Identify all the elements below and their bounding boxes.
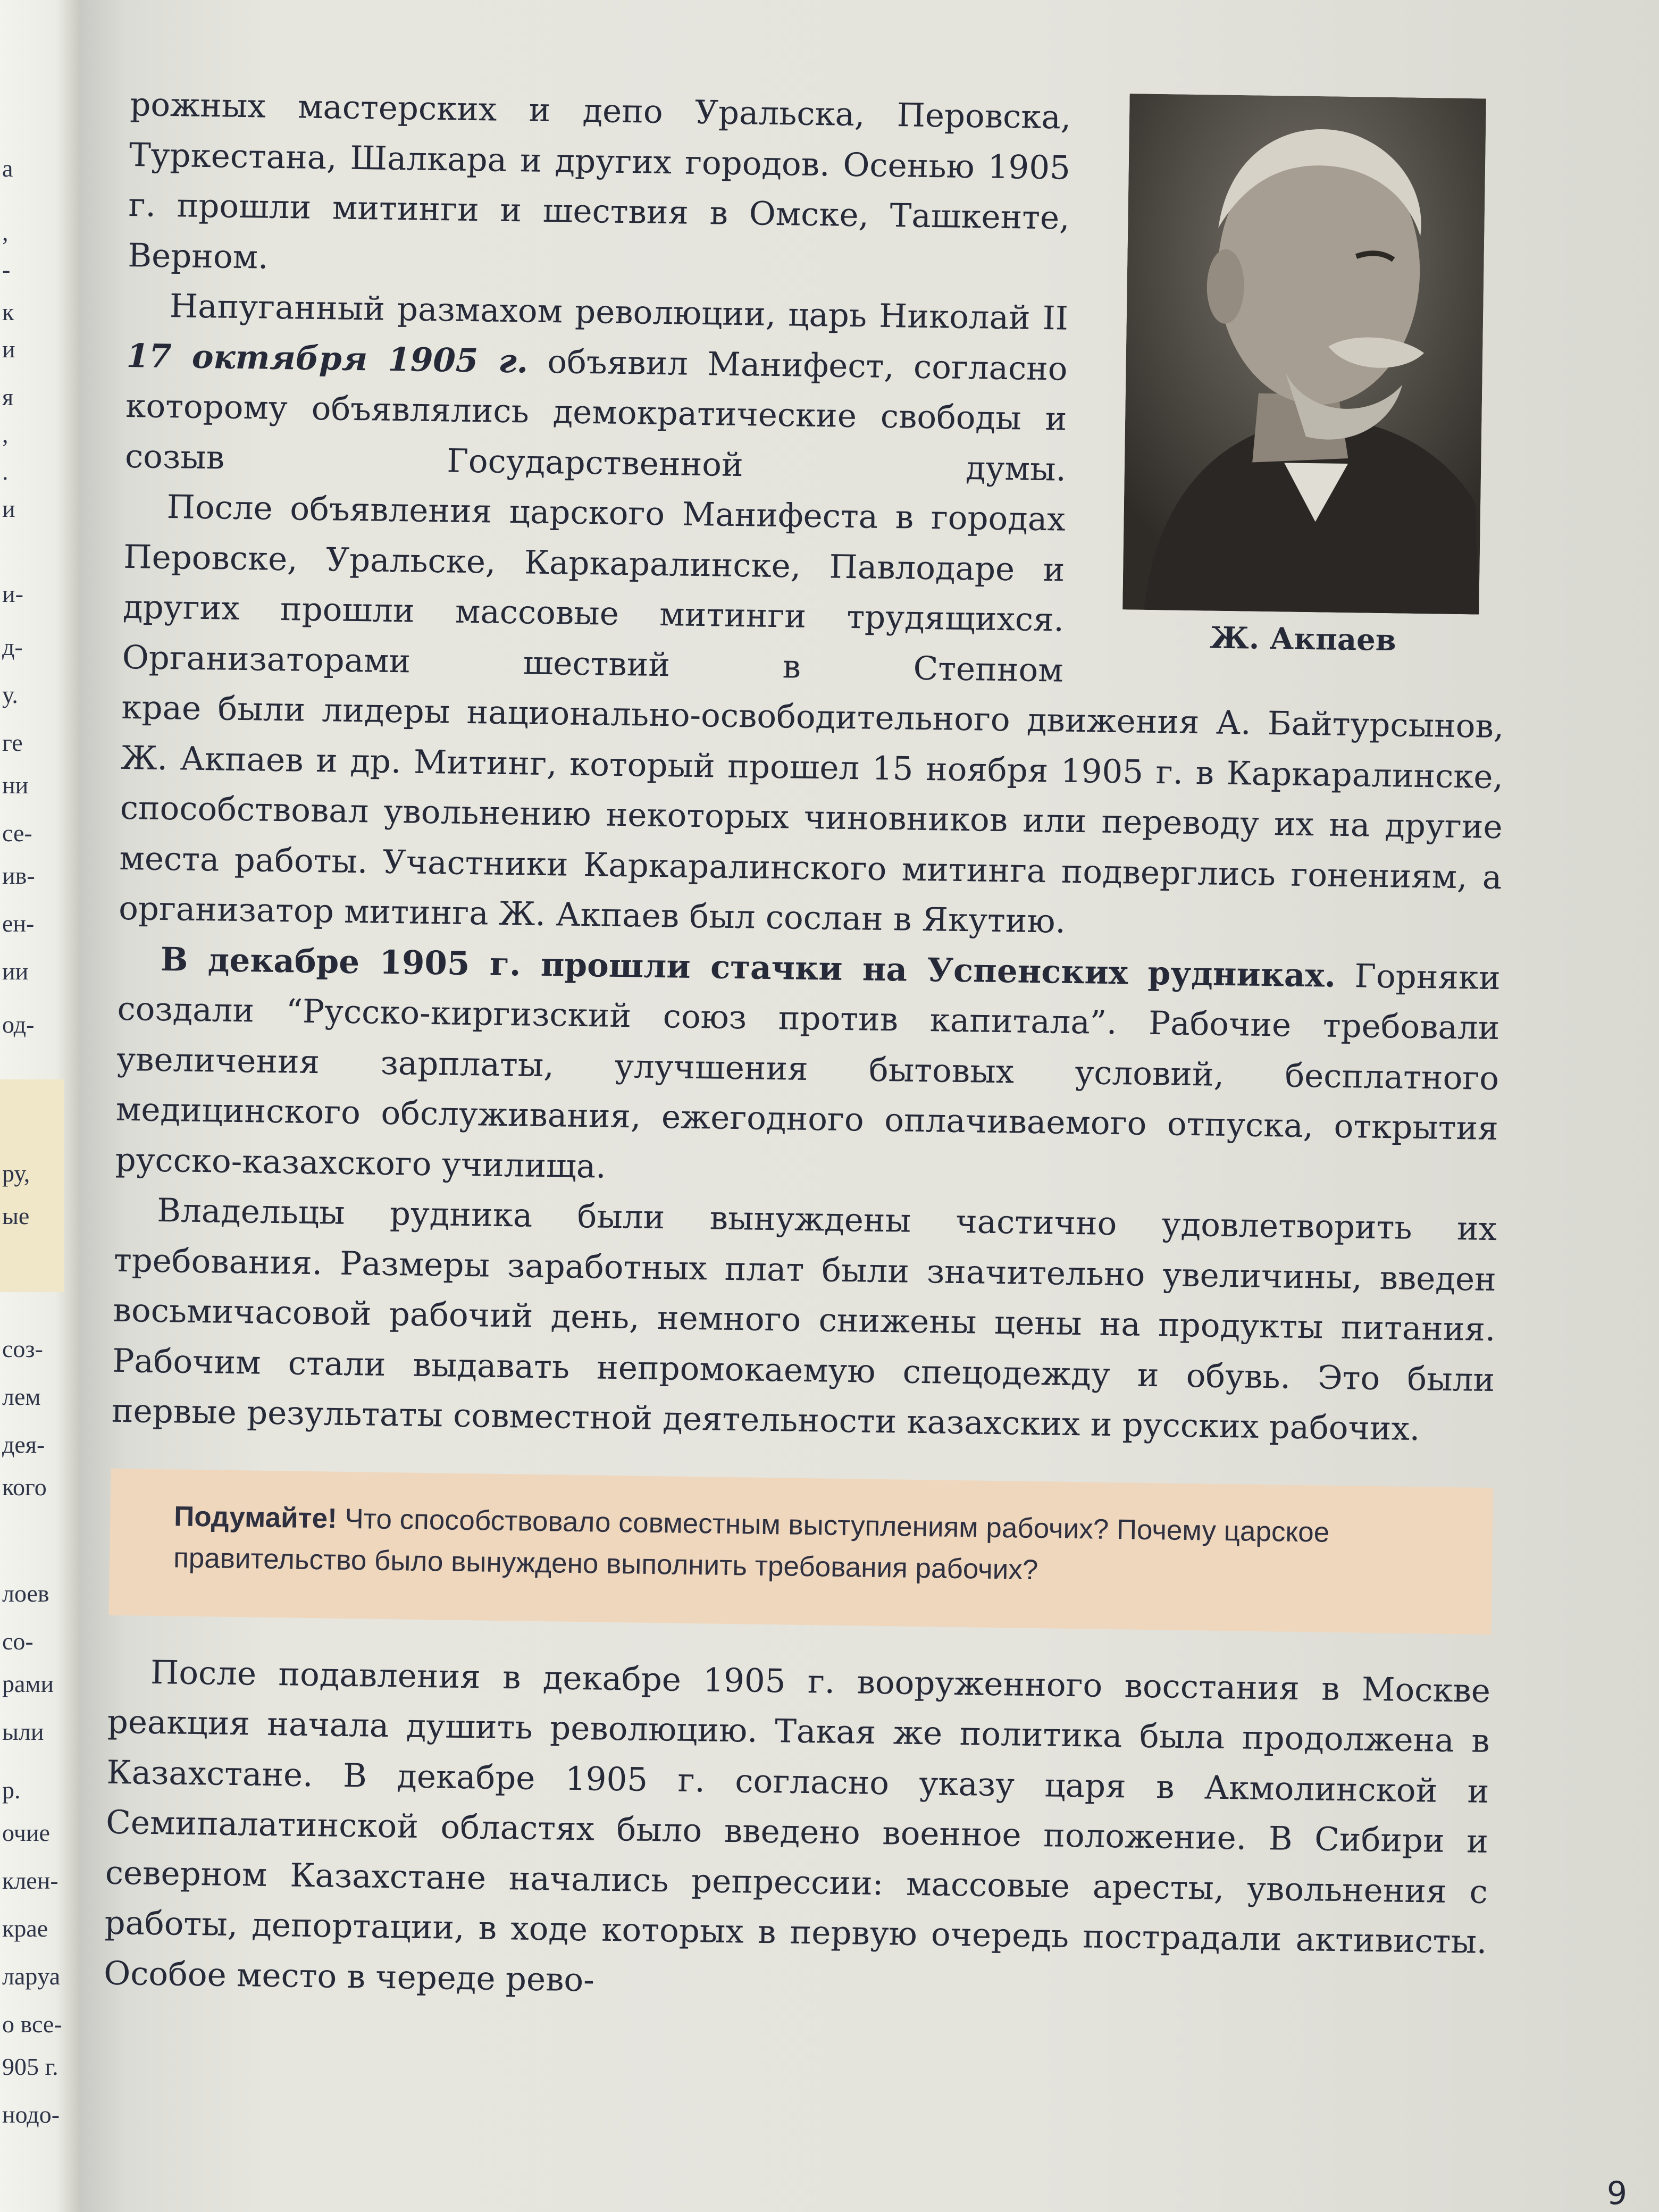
paragraph-6-text: После подавления в декабре 1905 г. вооруженного восстания в Москве реакция начала душить революцию. Такая же политика была продолжена в Казахстане. В декабре 1905 г. согласно указу царя в Акмолинской и Семипалатинской областях было введено военное положение. В Сибири и северном Казахстане начались репрессии: массовые аресты, увольнения с работы, депортации, в ходе которых в первую очередь пострадали активисты. Особое место в череде рево- [103, 1653, 1491, 1999]
left-page-fragment: нодо- [2, 2101, 60, 2128]
left-page-fragment: лем [2, 1383, 41, 1410]
page-number: 9 [1606, 2175, 1627, 2212]
paragraph-1 [128, 80, 1071, 294]
left-page-fragment: и- [2, 580, 23, 607]
left-page-fragment: ыли [2, 1718, 44, 1745]
left-page-fragment: се- [2, 819, 32, 847]
left-page-fragment: к [2, 298, 14, 325]
left-page-fragment: крае [2, 1915, 48, 1942]
paragraph-2 [124, 281, 1068, 495]
left-page-fragment: со- [2, 1628, 33, 1655]
uspensky-strike-heading: В декабре 1905 г. прошли стачки на Успенских рудниках. [160, 940, 1336, 995]
left-page-fragment: - [2, 256, 11, 283]
left-page-fragment: и [2, 495, 15, 522]
left-page-fragment: у. [2, 681, 18, 708]
left-page-fragment: кого [2, 1473, 47, 1501]
left-page-fragment: , [2, 421, 9, 448]
book-page [80, 0, 1659, 2212]
paragraph-4 [115, 934, 1501, 1204]
left-page-fragment: р. [2, 1777, 21, 1804]
page-content [104, 80, 1598, 2019]
think-label: Подумайте! [173, 1500, 338, 1535]
think-box [109, 1468, 1494, 1634]
left-page-fragment: лаpуа [2, 1963, 61, 1990]
left-page-fragment: клен- [2, 1867, 58, 1894]
paragraph-1-text: рожных мастерских и депо Уральска, Перовска, Туркестана, Шалкара и других городов. Осенью 1905 г. прошли митинги и шествия в Омске, Ташкенте, Верном. [127, 85, 1071, 276]
left-page-fragment: я [2, 383, 14, 410]
left-page-fragment: о все- [2, 2010, 62, 2038]
left-page-fragment: ге [2, 729, 23, 756]
manifesto-date: 17 октября 1905 г. [126, 337, 529, 380]
left-page-fragment: ни [2, 772, 29, 799]
paragraph-3-wide [119, 683, 1504, 953]
paragraph-3-narrow [122, 482, 1066, 696]
left-page-fragment: а [2, 155, 13, 182]
left-page-fragment: д- [2, 633, 23, 660]
paragraph-6 [104, 1647, 1491, 2018]
paragraph-5 [111, 1185, 1497, 1456]
left-page-fragment: ив- [2, 862, 35, 889]
portrait-caption: Ж. Акпаев [1209, 620, 1397, 658]
left-page-fragment: дея- [2, 1431, 45, 1458]
left-page-fragment: ые [2, 1202, 30, 1229]
left-page-fragment: , [2, 219, 9, 246]
left-page-fragment: лоев [2, 1580, 49, 1607]
left-page-fragment: рами [2, 1670, 54, 1697]
portrait-figure [1122, 94, 1492, 659]
paragraph-4-text: Горняки создали “Русско-киргизский союз против капитала”. Рабочие требовали увеличения зарплаты, улучшения бытовых условий, бесплатного медицинского обслуживания, ежегодного оплачиваемого отпуска, открытия русско-казахского училища. [115, 957, 1501, 1186]
left-page-fragment: ру, [2, 1160, 30, 1187]
left-page-fragment: . [2, 458, 9, 485]
left-page-fragment: ен- [2, 910, 35, 937]
paragraph-3-text-wide: крае были лидеры национально-освободительного движения А. Байтурсынов, Ж. Акпаев и др. Митинг, который прошел 15 ноября 1905 г. в Каркаралинске, способствовал увольнению некоторых чиновников или переводу их на другие места работы. Участники Каркаралинского митинга подверглись гонениям, а организатор митинга Ж. Акпаев был сослан в Якутию. [118, 688, 1504, 941]
paragraph-2-text-a: Напуганный размахом революции, царь Николай II [169, 287, 1069, 338]
left-page-fragment: од- [2, 1011, 35, 1038]
think-question: Что способствовало совместным выступлениям рабочих? Почему царское правительство было вынуждено выполнить требования рабочих? [173, 1503, 1330, 1586]
left-page-fragment: 905 г. [2, 2053, 58, 2080]
paragraph-5-text: Владельцы рудника были вынуждены частично удовлетворить их требования. Размеры заработных плат были значительно увеличины, введен восьмичасовой рабочий день, немного снижены цены на продукты питания. Рабочим стали выдавать непромокаемую спецодежду и обувь. Это были первые результаты совместной деятельности казахских и русских рабочих. [111, 1191, 1497, 1448]
left-page-fragment: и [2, 336, 15, 363]
left-page-fragment: соз- [2, 1335, 43, 1362]
left-page-fragment: ии [2, 958, 29, 985]
left-page-edge [0, 0, 80, 2212]
paragraph-3-text-narrow: После объявления царского Манифеста в городах Перовске, Уральске, Каркаралинске, Павлодаре и других прошли массовые митинги трудящихся. Организаторами шествий в Степном [122, 488, 1066, 690]
left-page-fragment: очие [2, 1819, 50, 1846]
portrait-illustration [1122, 94, 1486, 614]
paragraph-2-text-b: объявил Манифест, согласно которому объявлялись демократические свободы и созыв Государственной думы. [124, 342, 1068, 489]
portrait-photo [1122, 94, 1486, 614]
